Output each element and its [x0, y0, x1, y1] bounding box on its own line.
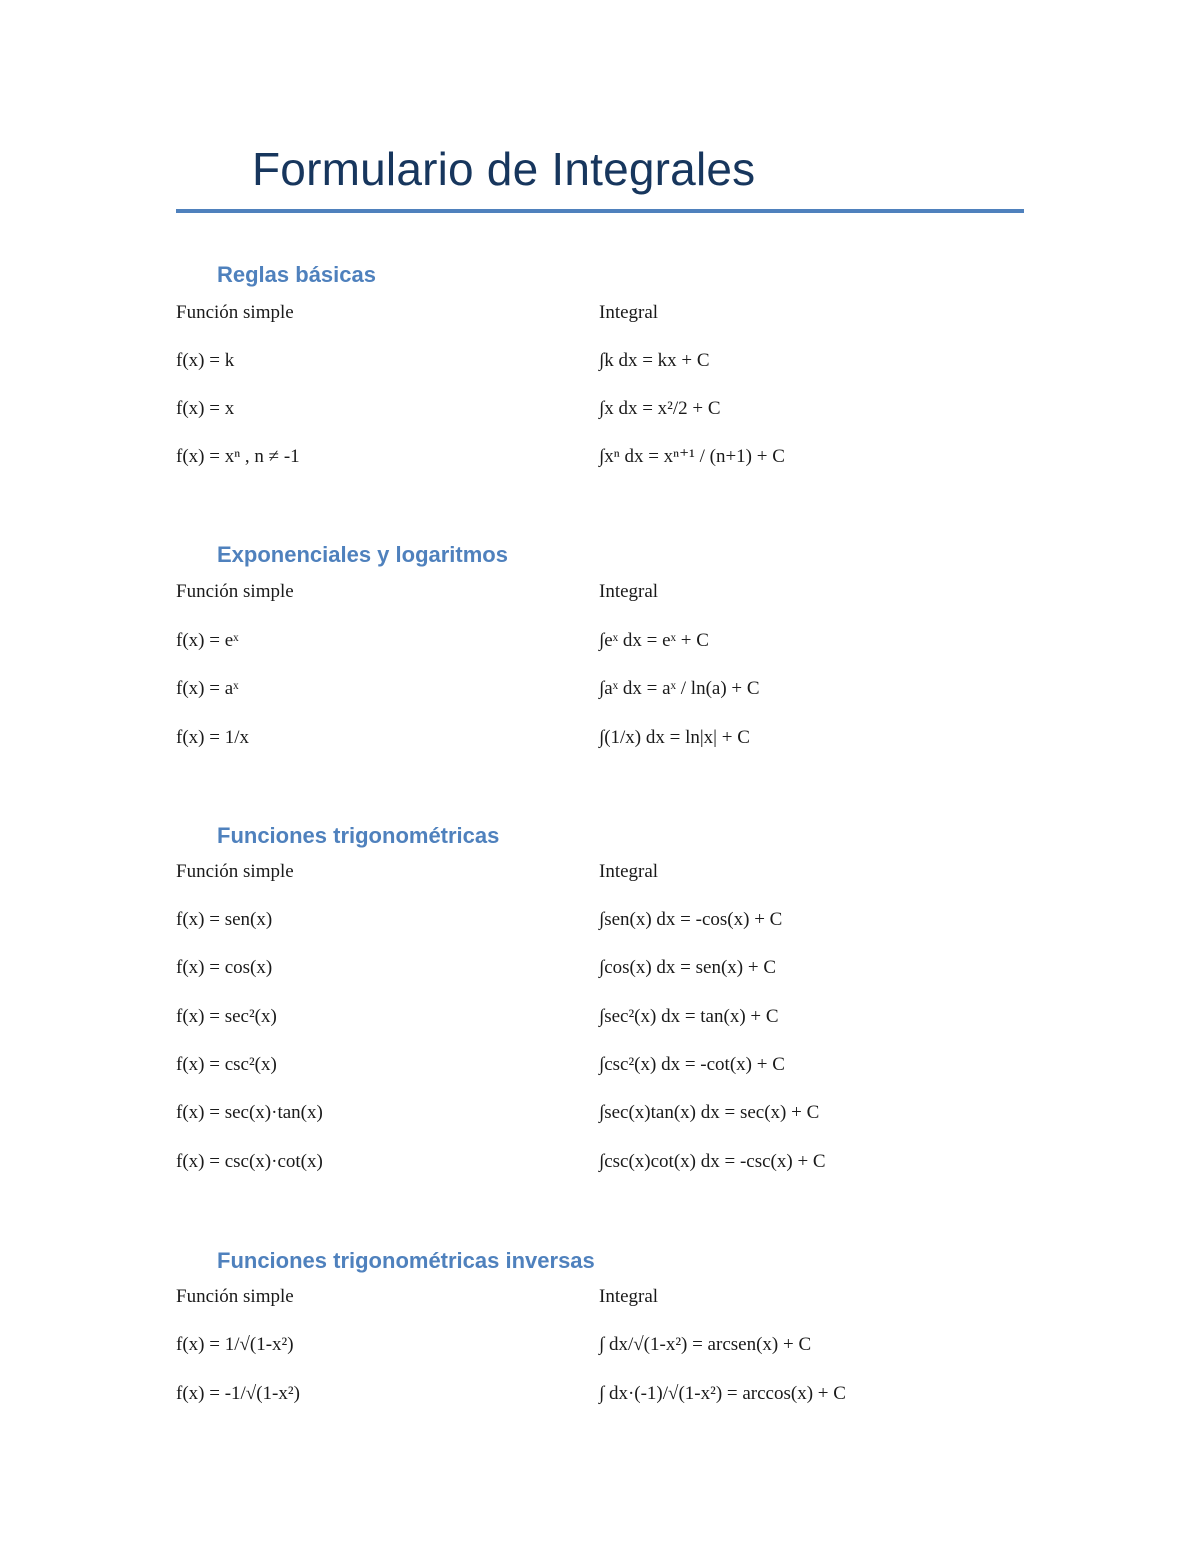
formula-row — [0, 1050, 1200, 1080]
formula-row — [0, 346, 1200, 376]
section-heading: Exponenciales y logaritmos — [217, 542, 508, 567]
column-header-row — [0, 857, 1200, 887]
column-header-integral: Integral — [599, 1286, 659, 1307]
simple-function: f(x) = sec²(x) — [176, 1006, 277, 1027]
simple-function: f(x) = 1/√(1-x²) — [176, 1334, 294, 1355]
formula-row — [0, 626, 1200, 656]
formula-row — [0, 1330, 1200, 1360]
simple-function: f(x) = cos(x) — [176, 957, 273, 978]
integral-formula: ∫xⁿ dx = xⁿ⁺¹ / (n+1) + C — [599, 446, 785, 467]
section-heading: Funciones trigonométricas inversas — [217, 1248, 595, 1273]
column-header-row — [0, 1282, 1200, 1312]
formula-row — [0, 953, 1200, 983]
integral-formula: ∫ dx/√(1-x²) = arcsen(x) + C — [599, 1334, 812, 1355]
section-heading: Funciones trigonométricas — [217, 823, 500, 848]
simple-function: f(x) = x — [176, 398, 235, 419]
integral-formula: ∫csc²(x) dx = -cot(x) + C — [599, 1054, 785, 1075]
formula-row — [0, 1379, 1200, 1409]
simple-function: f(x) = csc(x)·cot(x) — [176, 1151, 323, 1172]
integral-formula: ∫ dx·(-1)/√(1-x²) = arccos(x) + C — [599, 1383, 846, 1404]
column-header-integral: Integral — [599, 861, 659, 882]
column-header-row — [0, 298, 1200, 328]
simple-function: f(x) = sen(x) — [176, 909, 273, 930]
integral-formula: ∫x dx = x²/2 + C — [599, 398, 721, 419]
integral-formula: ∫k dx = kx + C — [599, 350, 710, 371]
integral-formula: ∫aˣ dx = aˣ / ln(a) + C — [599, 678, 760, 699]
column-header-function: Función simple — [176, 861, 294, 882]
integral-formula: ∫csc(x)cot(x) dx = -csc(x) + C — [599, 1151, 826, 1172]
formula-row — [0, 674, 1200, 704]
integral-formula: ∫eˣ dx = eˣ + C — [599, 630, 709, 651]
formula-row — [0, 1098, 1200, 1128]
title-underline — [176, 209, 1024, 213]
formula-row — [0, 442, 1200, 472]
simple-function: f(x) = aˣ — [176, 678, 239, 699]
simple-function: f(x) = 1/x — [176, 727, 249, 748]
section-heading: Reglas básicas — [217, 262, 376, 287]
integral-formula: ∫sen(x) dx = -cos(x) + C — [599, 909, 783, 930]
simple-function: f(x) = xⁿ , n ≠ -1 — [176, 446, 300, 467]
page-title: Formulario de Integrales — [252, 143, 756, 195]
simple-function: f(x) = -1/√(1-x²) — [176, 1383, 300, 1404]
formula-row — [0, 1147, 1200, 1177]
integral-formula: ∫sec²(x) dx = tan(x) + C — [599, 1006, 779, 1027]
integral-formula: ∫(1/x) dx = ln|x| + C — [599, 727, 750, 748]
column-header-function: Función simple — [176, 302, 294, 323]
simple-function: f(x) = eˣ — [176, 630, 239, 651]
formula-row — [0, 723, 1200, 753]
simple-function: f(x) = csc²(x) — [176, 1054, 277, 1075]
column-header-function: Función simple — [176, 1286, 294, 1307]
column-header-integral: Integral — [599, 302, 659, 323]
simple-function: f(x) = k — [176, 350, 235, 371]
formula-row — [0, 905, 1200, 935]
integral-formula: ∫sec(x)tan(x) dx = sec(x) + C — [599, 1102, 820, 1123]
column-header-integral: Integral — [599, 581, 659, 602]
integral-formula: ∫cos(x) dx = sen(x) + C — [599, 957, 777, 978]
column-header-row — [0, 577, 1200, 607]
formula-row — [0, 1002, 1200, 1032]
simple-function: f(x) = sec(x)·tan(x) — [176, 1102, 323, 1123]
formula-row — [0, 394, 1200, 424]
column-header-function: Función simple — [176, 581, 294, 602]
